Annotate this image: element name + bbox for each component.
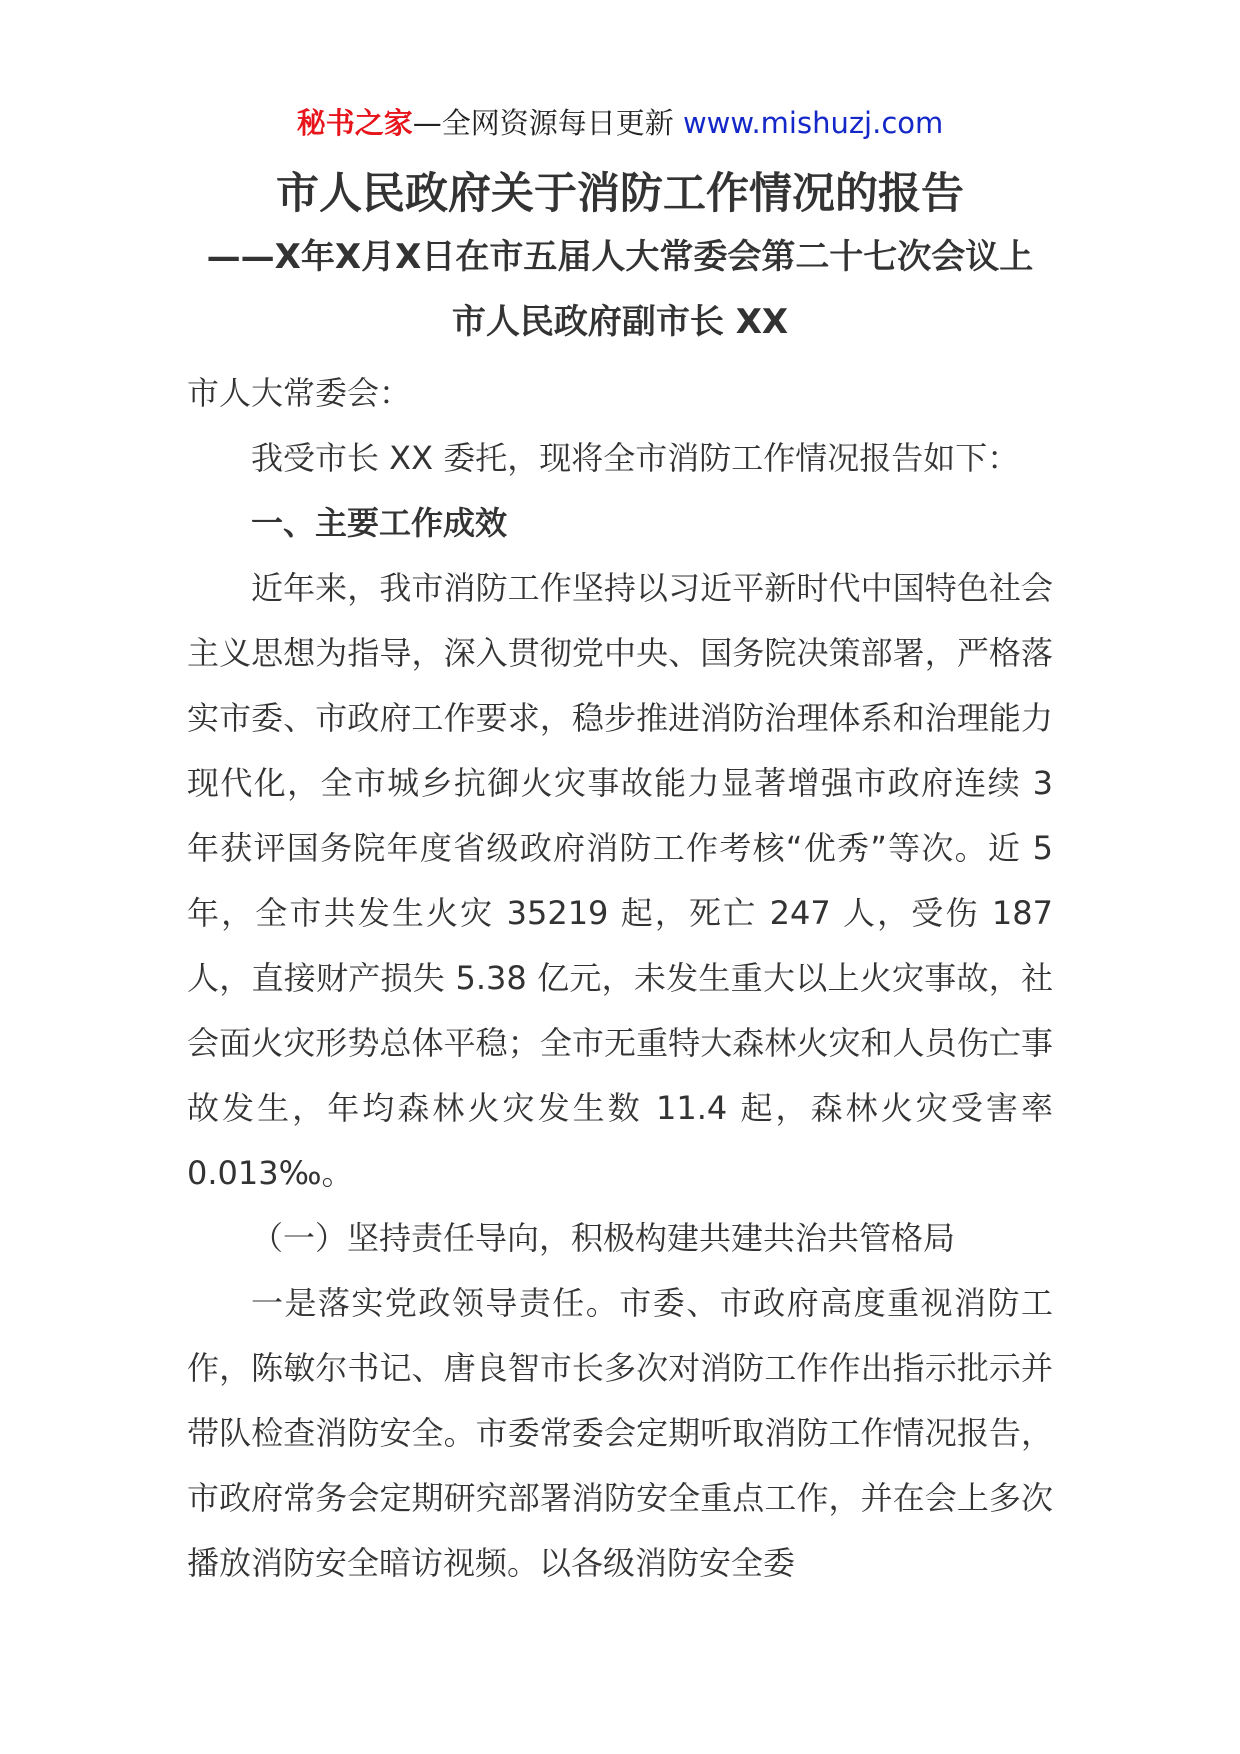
site-banner xyxy=(0,103,1240,143)
section-heading: 一、主要工作成效 xyxy=(251,504,508,542)
salutation: 市人大常委会： xyxy=(187,374,412,412)
document-subtitle-occasion: ——X年X月X日在市五届人大常委会第二十七次会议上 xyxy=(206,237,1034,277)
document-body xyxy=(187,361,1053,1596)
subsection-heading: （一）坚持责任导向，积极构建共建共治共管格局 xyxy=(251,1219,956,1257)
body-paragraph: 近年来，我市消防工作坚持以习近平新时代中国特色社会主义思想为指导，深入贯彻党中央、国务院决策部署，严格落实市委、市政府工作要求，稳步推进消防治理体系和治理能力现代化，全市城乡抗御火灾事故能力显著增强市政府连续 3 年获评国务院年度省级政府消防工作考核“优秀”等次。近 5 年，全市共发生火灾 35219 起，死亡 247 人，受伤 187 人，直接财产损失 5.38 亿元，未发生重大以上火灾事故，社会面火灾形势总体平稳；全市无重特大森林火灾和人员伤亡事故发生，年均森林火灾发生数 11.4 起，森林火灾受害率 0.013‰。 xyxy=(187,569,1053,1192)
banner-slogan: —全网资源每日更新 xyxy=(412,106,683,140)
banner-url-link[interactable]: www.mishuzj.com xyxy=(682,106,944,140)
document-title: 市人民政府关于消防工作情况的报告 xyxy=(276,169,964,219)
body-paragraph: 一是落实党政领导责任。市委、市政府高度重视消防工作，陈敏尔书记、唐良智市长多次对消防工作作出指示批示并带队检查消防安全。市委常委会定期听取消防工作情况报告，市政府常务会定期研究部署消防安全重点工作，并在会上多次播放消防安全暗访视频。以各级消防安全委 xyxy=(187,1284,1053,1582)
banner-brand: 秘书之家 xyxy=(296,106,413,140)
intro-paragraph: 我受市长 XX 委托，现将全市消防工作情况报告如下： xyxy=(251,439,1020,477)
document-subtitle-speaker: 市人民政府副市长 XX xyxy=(451,302,789,342)
